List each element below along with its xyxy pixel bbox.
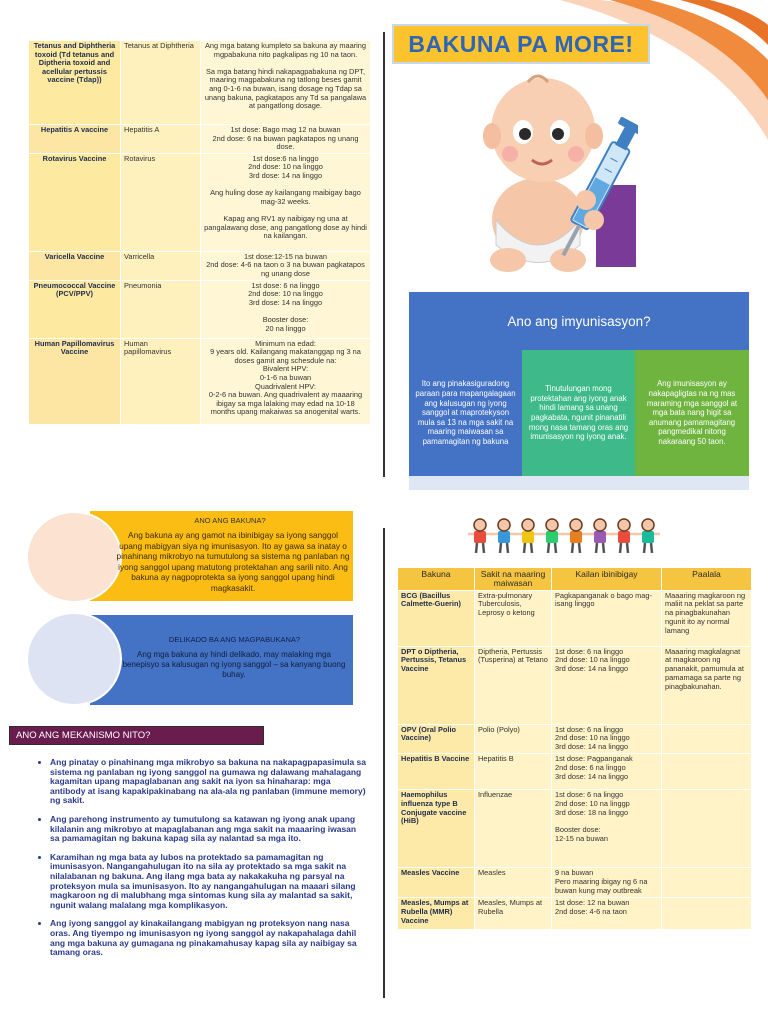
table-header-cell: Bakuna [398, 568, 475, 591]
table-row [29, 280, 371, 338]
table-cell-name: Human Papillomavirus Vaccine [29, 338, 121, 424]
column-divider-bottom [383, 528, 385, 998]
table-cell-schedule: 1st dose: Bago mag 12 na buwan 2nd dose: 6 na buwan pagkatapos ng unang dose. [201, 125, 371, 154]
table-row [29, 338, 371, 424]
table-cell-name: BCG (Bacillus Calmette-Guerin) [398, 590, 475, 646]
table-cell-name: Pneumococcal Vaccine (PCV/PPV) [29, 280, 121, 338]
table-cell-schedule: 9 na buwan Pero maaring ibigay ng 6 na buwan kung may outbreak [552, 867, 662, 897]
vaccine-schedule-table [397, 567, 752, 930]
child-figure [516, 519, 540, 553]
table-row [29, 41, 371, 125]
table-row [29, 251, 371, 280]
what-is-vaccine-circle [26, 511, 122, 603]
child-figure [492, 519, 516, 553]
table-cell-name: Varicella Vaccine [29, 251, 121, 280]
table-cell-name: Measles Vaccine [398, 867, 475, 897]
child-figure [564, 519, 588, 553]
table-header-cell: Sakit na maaring maiwasan [475, 568, 552, 591]
danger-heading: DELIKADO BA ANG MAGPABUKANA? [168, 635, 301, 644]
danger-circle [26, 612, 122, 706]
immunization-column-2: Tinutulungan mong protektahan ang iyong anak hindi lamang sa unang pagkabata, ngunit pinanatili mong nasa tamang oras ang imunisasyon ng iyong anak. [522, 350, 635, 476]
table-cell-disease: Diptheria, Pertussis (Tusperina) at Tetano [475, 646, 552, 724]
table-cell-note [662, 867, 752, 897]
baby-with-syringe-illustration [468, 70, 638, 280]
table-cell-note [662, 753, 752, 789]
table-cell-name: Rotavirus Vaccine [29, 153, 121, 251]
table-header-cell: Paalala [662, 568, 752, 591]
table-cell-note [662, 724, 752, 753]
table-cell-name: Hepatitis B Vaccine [398, 753, 475, 789]
table-cell-schedule: 1st dose:6 na linggo 2nd dose: 10 na linggo 3rd dose: 14 na linggo Ang huling dose ay kailangang maibigay bago mag-32 weeks. Kapag ang RV1 ay naibigay ng una at pangalawang dose, ang pangatlong dose ay hindi na kailangan. [201, 153, 371, 251]
table-cell-disease: Human papillomavirus [121, 338, 201, 424]
what-is-vaccine-body: Ang bakuna ay ang gamot na ibinibigay sa iyong sanggol upang mabigyan siya ng imunisasyon. Ito ay gawa sa inatay o pinahinang mikrobyo na tumutulong sa sistema ng panlaban ng iyong sanggol upang matutong protektahan ang sarili nito. Ang bakuna ay nagpoprotekta sa iyong sanggol upang hindi magkasakit. [116, 530, 350, 593]
table-cell-name: Hepatitis A vaccine [29, 125, 121, 154]
table-cell-name: DPT o Diptheria, Pertussis, Tetanus Vaccine [398, 646, 475, 724]
mechanism-bullet: • Ang parehong instrumento ay tumutulong sa katawan ng iyong anak upang kilalanin ang mikrobyo at mapaglabanan ang mga sakit na maaaring iwasan sa pamamagitan ng bakuna kapag sila ay nalantad sa mga ito. [50, 815, 366, 844]
table-cell-disease: Hepatitis B [475, 753, 552, 789]
immunization-heading: Ano ang imyunisasyon? [409, 292, 749, 350]
mechanism-bullet-list [36, 758, 366, 967]
table-cell-schedule: Ang mga batang kumpleto sa bakuna ay maaring mgpabakuna nito pagkalipas ng 10 na taon. Sa mga batang hindi nakapagpabakuna ng DPT, maaring magpabakuna ng tatlong beses gamit ang 0-1-6 na buwan, isang dosage ng Tdap sa unang bakuna, pagkatapos any Td sa pangalawa at pangatlong dosage. [201, 41, 371, 125]
table-row [398, 724, 752, 753]
table-cell-schedule: Minimum na edad: 9 years old. Kailangang makatanggap ng 3 na doses gamit ang schesdule na: Bivalent HPV: 0-1-6 na buwan Quadrivalent HPV: 0-2-6 na buwan. Ang quadrivalent ay maaaring ibigay sa mga lalaking may edad na 10-18 months upang makaiwas sa anogenital warts. [201, 338, 371, 424]
what-is-vaccine-heading: ANO ANG BAKUNA? [194, 516, 266, 525]
table-row [398, 753, 752, 789]
table-cell-schedule: Pagkapanganak o bago mag-isang linggo [552, 590, 662, 646]
vaccine-table-top [28, 40, 371, 425]
table-cell-schedule: 1st dose:12-15 na buwan 2nd dose: 4-6 na taon o 3 na buwan pagkatapos ng unang dose [201, 251, 371, 280]
table-cell-disease: Rotavirus [121, 153, 201, 251]
table-row [398, 867, 752, 897]
child-figure [468, 519, 492, 553]
table-cell-schedule: 1st dose: 6 na linggo 2nd dose: 10 na linggp 3rd dose: 18 na linggo Booster dose: 12-15 na buwan [552, 789, 662, 867]
table-cell-disease: Measles [475, 867, 552, 897]
table-row [398, 590, 752, 646]
column-divider-top [383, 32, 385, 477]
table-cell-disease: Polio (Polyo) [475, 724, 552, 753]
children-illustration [468, 516, 664, 556]
danger-body: Ang mga bakuna ay hindi delikado, may malaking mga benepisyo sa kalusugan ng iyong sanggol – sa kanyang buong buhay. [122, 650, 346, 679]
mechanism-bullet: • Ang pinatay o pinahinang mga mikrobyo sa bakuna na nakapagpapasimula sa sistema ng panlaban ng iyong sanggol na gumawa ng dalawang mahalagang kagamitan upang mapaglabanan ang sakit na iyon sa hinaharap: mga antibody at isang kapakipakinabang na ala-ala ng panlaban (immune memory) ng sakit. [50, 758, 366, 806]
table-cell-note: Maaaring magkalagnat at magkaroon ng pananakit, pamumula at pamamaga sa parte ng pinagbakunahan. [662, 646, 752, 724]
table-header-cell: Kailan ibinibigay [552, 568, 662, 591]
table-row [29, 125, 371, 154]
table-row [398, 789, 752, 867]
table-cell-name: Haemophilus influenza type B Conjugate vaccine (HiB) [398, 789, 475, 867]
table-cell-note [662, 897, 752, 929]
table-cell-schedule: 1st dose: Pagpanganak 2nd dose: 6 na linggo 3rd dose: 14 na linggo [552, 753, 662, 789]
mechanism-bullet: • Karamihan ng mga bata ay lubos na protektado sa pamamagitan ng imunisasyon. Nangangahulugan ito na sila ay protektado sa mga sakit na nilalabanan ng bakuna. Ang ilang mga bata ay nakakakuha ng parsyal na proteksyon mula sa imunisasyon. Ito ay nangangahulugan na maaari silang magkaroon ng di malubhang mga sintomas kung sila ay malantad sa sakit, ngunit walang malalang mga komplikasyon. [50, 853, 366, 911]
table-cell-name: OPV (Oral Polio Vaccine) [398, 724, 475, 753]
table-cell-name: Tetanus and Diphtheria toxoid (Td tetanus and Diptheria toxoid and acellular pertussis vaccine (Tdap)) [29, 41, 121, 125]
table-cell-disease: Influenzae [475, 789, 552, 867]
table-cell-note [662, 789, 752, 867]
mechanism-heading: ANO ANG MEKANISMO NITO? [9, 726, 264, 745]
child-figure [636, 519, 660, 553]
table-cell-schedule: 1st dose: 12 na buwan 2nd dose: 4-6 na taon [552, 897, 662, 929]
immunization-column-3: Ang imunisasyon ay nakapagligtas na ng mas maraming mga sanggol at mga bata nang higit sa anumang pamamagitang pangmedikal nitong nakaraang 50 taon. [635, 350, 749, 476]
table-cell-note: Maaaring magkaroon ng maliit na peklat sa parte na pinagbakunahan ngunit ito ay normal lamang [662, 590, 752, 646]
table-row [398, 646, 752, 724]
child-figure [588, 519, 612, 553]
table-cell-disease: Pneumonia [121, 280, 201, 338]
table-cell-disease: Measles, Mumps at Rubella [475, 897, 552, 929]
table-cell-disease: Varricella [121, 251, 201, 280]
table-cell-disease: Extra-pulmonary Tuberculosis, Leprosy o ketong [475, 590, 552, 646]
child-figure [540, 519, 564, 553]
table-row [29, 153, 371, 251]
table-cell-schedule: 1st dose: 6 na linggo 2nd dose: 10 na linggo 3rd dose: 14 na linggo [552, 646, 662, 724]
table-row [398, 897, 752, 929]
table-cell-name: Measles, Mumps at Rubella (MMR) Vaccine [398, 897, 475, 929]
table-cell-schedule: 1st dose: 6 na linggo 2nd dose: 10 na linggo 3rd dose: 14 na linggo [552, 724, 662, 753]
table-header-row [398, 568, 752, 591]
table-cell-disease: Hepatitis A [121, 125, 201, 154]
mechanism-bullet: • Ang iyong sanggol ay kinakailangang mabigyan ng proteksyon nang nasa oras. Ang tiyempo ng imunisasyon ng iyong sanggol ay nakapahalaga dahil ang mga bakuna ay gumagana ng pinakamahusay kapag sila ay naibigay sa tamang oras. [50, 919, 366, 957]
child-figure [612, 519, 636, 553]
table-cell-schedule: 1st dose: 6 na linggo 2nd dose: 10 na linggo 3rd dose: 14 na linggo Booster dose: 20 na linggo [201, 280, 371, 338]
immunization-column-1: Ito ang pinakasiguradong paraan para mapangalagaan ang kalusugan ng iyong sanggol at maprotekyson mula sa 13 na mga sakit na maaring maiwasan sa pamamagitan ng bakuna [409, 350, 522, 476]
page-title-banner: BAKUNA PA MORE! [392, 24, 650, 64]
table-cell-disease: Tetanus at Diphtheria [121, 41, 201, 125]
